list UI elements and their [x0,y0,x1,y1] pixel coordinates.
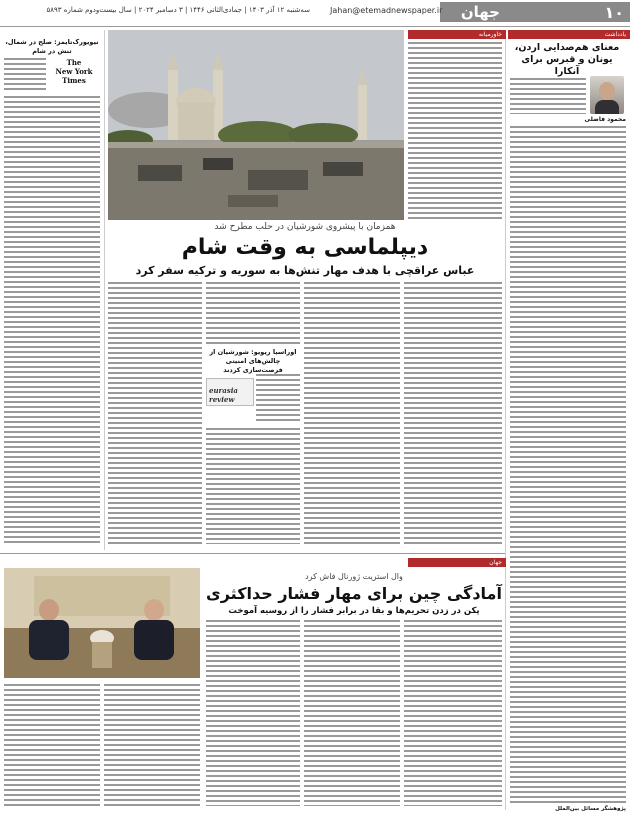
bottom-col-1 [404,620,502,806]
opinion-title: معنای هم‌صدایی اردن، یونان و قبرس برای آنکارا [514,42,620,77]
nyt-lede [4,58,46,92]
opinion-lede [510,78,586,114]
section-email[interactable]: Jahan@etemadnewspaper.ir [330,6,443,15]
main-subhead: عباس عراقچی با هدف مهار تنش‌ها به سوریه و ترکیه سفر کرد [135,264,475,277]
bottom-col-3 [206,620,300,806]
bottom-col-5 [4,684,100,806]
bottom-col-4 [104,684,200,806]
bottom-headline: آمادگی چین برای مهار فشار حداکثری [206,584,502,603]
date-line: سه‌شنبه ۱۲ آذر ۱۴۰۳ | جمادی‌الثانی ۱۴۴۶ | ۳ دسامبر ۲۰۲۴ | سال بیست‌ودوم شماره ۵۸۹۳ [46,6,310,14]
nyt-logo-line1: The [66,58,82,67]
nyt-logo [48,58,100,92]
story-col-2 [304,282,400,544]
xi-putin-photo [4,568,200,678]
main-headline: دیپلماسی به وقت شام [181,235,429,260]
xi-putin-photo-illustration [4,568,200,678]
pull-quote-text: اوراسیا ریویو: شورشیان از چالش‌های امنیتی فرصت‌سازی کردند [209,348,297,374]
page-header [0,0,630,27]
section-name: جهان [460,3,500,21]
opinion-body [510,126,626,806]
pull-quote-lines [256,374,300,422]
bottom-subhead: پکن در زدن تحریم‌ها و بقا در برابر فشار را از روسیه آموخت [228,606,480,616]
nyt-kicker: نیویورک‌تایمز: صلح در شمال، تنش در شام [5,38,99,55]
column-divider [505,30,506,810]
author-photo [590,76,624,114]
eurasia-logo [206,378,254,406]
bottom-divider [0,553,505,554]
story-col-4 [108,282,202,544]
bottom-author-caption: پژوهشگر مسائل بین‌الملل [555,806,626,812]
section-box [440,2,630,22]
story-col-3-bottom [206,428,300,544]
world-tag: جهان [408,558,506,567]
page-number: ۱۰ [604,3,624,22]
opinion-author: محمود فاضلی [584,116,626,123]
bottom-kicker: وال استریت ژورنال فاش کرد [305,572,403,581]
story-col-1 [404,282,502,544]
left-column-divider [104,30,105,550]
opinion-tag: یادداشت [508,30,630,39]
bottom-col-2 [304,620,400,806]
story-body-right [408,42,502,222]
eurasia-logo-text: eurasia review [209,386,238,404]
main-kicker: همزمان با پیشروی شورشیان در حلب مطرح شد [214,222,396,232]
nyt-body [4,96,100,546]
aleppo-photo-illustration [108,30,404,220]
nyt-logo-line2: New York [55,67,93,76]
nyt-logo-line3: Times [62,76,86,85]
pull-quote-box [206,348,300,424]
aleppo-photo [108,30,404,220]
middle-east-tag: خاورمیانه [408,30,506,39]
story-col-3-top [206,282,300,344]
